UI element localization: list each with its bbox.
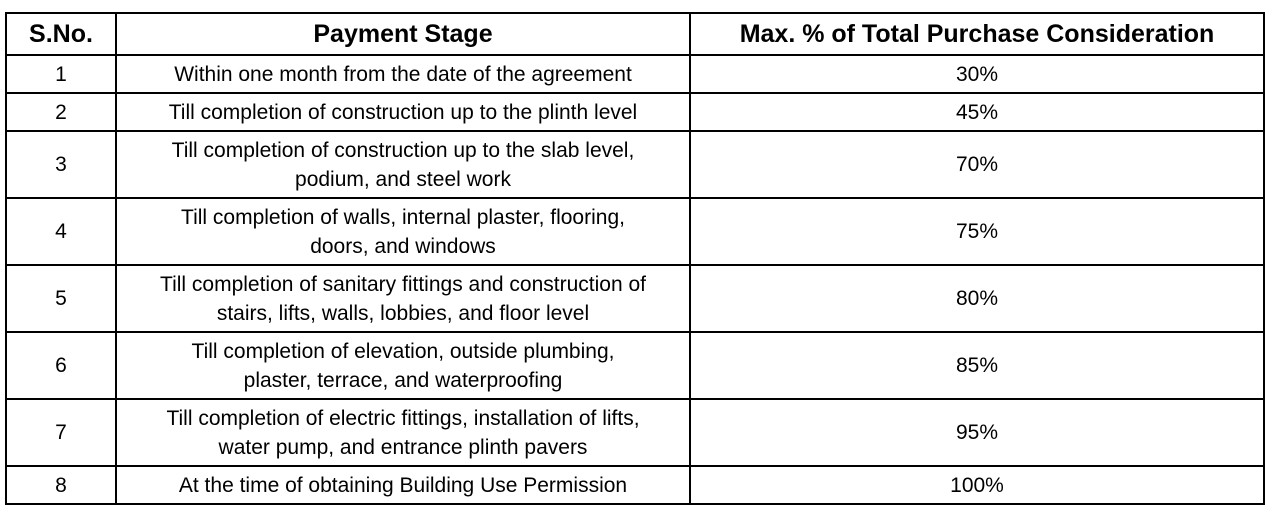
payment-schedule-table xyxy=(5,12,1265,505)
stage-line: Till completion of elevation, outside plumbing, xyxy=(191,339,615,363)
table-row xyxy=(6,55,1264,93)
cell-stage xyxy=(116,198,690,265)
cell-percent: 75% xyxy=(690,198,1264,265)
stage-line: plaster, terrace, and waterproofing xyxy=(243,368,563,392)
cell-sno: 4 xyxy=(6,198,116,265)
cell-percent: 70% xyxy=(690,131,1264,198)
cell-stage xyxy=(116,131,690,198)
table-row xyxy=(6,466,1264,504)
cell-sno: 6 xyxy=(6,332,116,399)
stage-line: stairs, lifts, walls, lobbies, and floor level xyxy=(216,301,590,325)
cell-sno: 1 xyxy=(6,55,116,93)
cell-sno: 5 xyxy=(6,265,116,332)
cell-percent: 95% xyxy=(690,399,1264,466)
header-max-percent: Max. % of Total Purchase Consideration xyxy=(690,13,1264,55)
cell-percent: 85% xyxy=(690,332,1264,399)
cell-stage xyxy=(116,466,690,504)
table-header-row xyxy=(6,13,1264,55)
cell-sno: 3 xyxy=(6,131,116,198)
header-sno: S.No. xyxy=(6,13,116,55)
stage-line: Within one month from the date of the agreement xyxy=(174,62,632,86)
table-row xyxy=(6,265,1264,332)
stage-line: Till completion of construction up to the slab level, xyxy=(171,138,635,162)
stage-line: doors, and windows xyxy=(310,234,496,258)
table-row xyxy=(6,332,1264,399)
table-row xyxy=(6,198,1264,265)
cell-sno: 2 xyxy=(6,93,116,131)
table-row xyxy=(6,93,1264,131)
cell-sno: 8 xyxy=(6,466,116,504)
table-row xyxy=(6,399,1264,466)
stage-line: Till completion of electric fittings, installation of lifts, xyxy=(166,406,640,430)
table-row xyxy=(6,131,1264,198)
stage-line: water pump, and entrance plinth pavers xyxy=(218,435,588,459)
cell-percent: 100% xyxy=(690,466,1264,504)
cell-stage xyxy=(116,55,690,93)
cell-percent: 30% xyxy=(690,55,1264,93)
stage-line: Till completion of sanitary fittings and construction of xyxy=(160,272,646,296)
cell-stage xyxy=(116,332,690,399)
cell-stage xyxy=(116,399,690,466)
cell-stage xyxy=(116,265,690,332)
stage-line: Till completion of walls, internal plaster, flooring, xyxy=(181,205,625,229)
cell-stage xyxy=(116,93,690,131)
cell-sno: 7 xyxy=(6,399,116,466)
header-payment-stage: Payment Stage xyxy=(116,13,690,55)
stage-line: At the time of obtaining Building Use Permission xyxy=(178,473,628,497)
stage-line: podium, and steel work xyxy=(295,167,511,191)
cell-percent: 80% xyxy=(690,265,1264,332)
stage-line: Till completion of construction up to the plinth level xyxy=(168,100,638,124)
cell-percent: 45% xyxy=(690,93,1264,131)
